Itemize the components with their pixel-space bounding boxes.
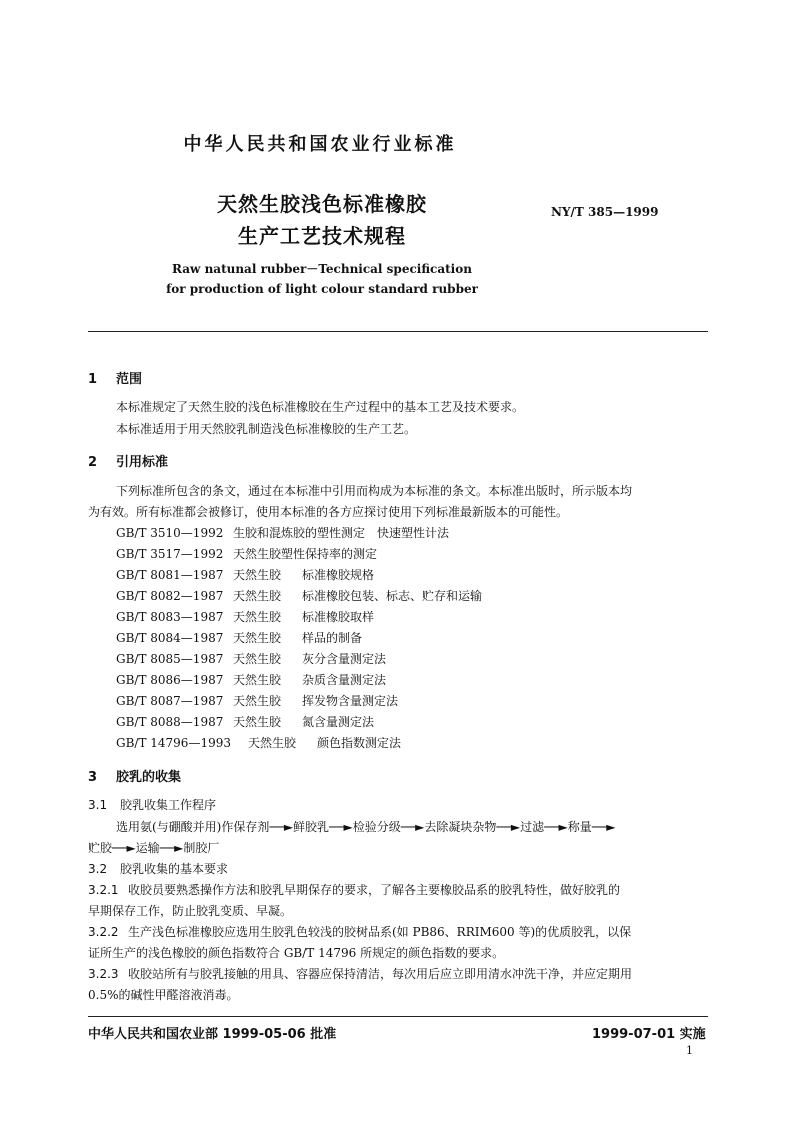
reference-title: 天然生胶 [233,589,282,603]
reference-code: GB/T 3517—1992 [116,547,224,561]
clause-3-2-1-line-2: 早期保存工作，防止胶乳变质、早凝。 [88,904,293,918]
reference-title: 天然生胶塑性保持率的测定 [233,547,378,561]
reference-item [116,587,482,604]
reference-item [116,545,377,562]
reference-item [116,713,374,730]
footer-divider [88,1016,708,1017]
reference-subtitle: 标准橡胶规格 [302,568,375,582]
reference-code: GB/T 8082—1987 [116,589,224,603]
reference-title: 天然生胶 [233,652,282,666]
clause-text: 收胶员要熟悉操作方法和胶乳早期保存的要求，了解各主要橡胶品系的胶乳特性，做好胶乳的 [128,883,621,897]
section-2-intro-line-2: 为有效。所有标准都会被修订，使用本标准的各方应探讨使用下列标准最新版本的可能性。 [88,505,569,519]
process-flow-line-2: 贮胶──►运输──►制胶厂 [88,841,220,855]
reference-subtitle: 挥发物含量测定法 [302,694,399,708]
approval-line: 中华人民共和国农业部 1999-05-06 批准 [88,1027,337,1042]
clause-text: 收胶站所有与胶乳接触的用具、容器应保持清洁，每次用后应立即用清水冲洗干净，并应定期用 [128,967,633,981]
section-1-paragraph-1: 本标准规定了天然生胶的浅色标准橡胶在生产过程中的基本工艺及技术要求。 [116,400,525,414]
reference-code: GB/T 8088—1987 [116,715,224,729]
document-title-line2: 生产工艺技术规程 [238,224,406,248]
reference-code: GB/T 8086—1987 [116,673,224,687]
subsection-3-1-heading [88,796,216,813]
subsection-title: 胶乳收集的基本要求 [120,862,229,876]
reference-subtitle: 灰分含量测定法 [302,652,387,666]
subsection-number: 3.1 [88,798,108,812]
section-title: 引用标准 [116,455,169,470]
reference-title: 生胶和混炼胶的塑性测定 [233,526,366,540]
reference-title: 天然生胶 [233,568,282,582]
reference-code: GB/T 8085—1987 [116,652,224,666]
reference-title: 天然生胶 [233,673,282,687]
reference-title: 天然生胶 [233,610,282,624]
reference-item [116,608,374,625]
reference-item [116,734,401,751]
subsection-3-2-heading [88,860,228,877]
reference-code: GB/T 8081—1987 [116,568,224,582]
reference-item [116,629,362,646]
reference-code: GB/T 3510—1992 [116,526,224,540]
section-1-paragraph-2: 本标准适用于用天然胶乳制造浅色标准橡胶的生产工艺。 [116,422,417,436]
subsection-number: 3.2 [88,862,108,876]
reference-title: 天然生胶 [233,694,282,708]
reference-code: GB/T 8087—1987 [116,694,224,708]
reference-title: 天然生胶 [233,715,282,729]
reference-title: 天然生胶 [233,631,282,645]
effective-date: 1999-07-01 实施 [592,1027,706,1042]
reference-subtitle: 氮含量测定法 [302,715,375,729]
clause-number: 3.2.1 [88,883,119,897]
reference-code: GB/T 8084—1987 [116,631,224,645]
reference-subtitle: 杂质含量测定法 [302,673,387,687]
standard-code: NY/T 385—1999 [551,205,659,219]
section-title: 胶乳的收集 [116,770,182,785]
section-number: 3 [88,770,98,785]
section-title: 范围 [116,372,143,387]
reference-subtitle: 快速塑性计法 [377,526,450,540]
document-title-line1: 天然生胶浅色标准橡胶 [217,192,427,216]
reference-item [116,692,398,709]
section-3-heading [88,766,181,785]
section-1-heading [88,368,142,387]
reference-item [116,566,374,583]
clause-3-2-2-line-1 [88,923,631,940]
reference-item [116,671,386,688]
reference-code: GB/T 14796—1993 [116,736,231,750]
reference-subtitle: 标准橡胶取样 [302,610,375,624]
header-divider [88,331,708,332]
process-flow-line-1: 选用氨(与硼酸并用)作保存剂──►鲜胶乳──►检验分级──►去除凝块杂物──►过滤──►称量──► [116,820,616,834]
clause-number: 3.2.2 [88,925,119,939]
section-number: 1 [88,372,98,387]
clause-3-2-3-line-1 [88,965,632,982]
section-2-intro-line-1: 下列标准所包含的条文，通过在本标准中引用而构成为本标准的条文。本标准出版时，所示版本均 [116,484,633,498]
english-title-line1: Raw natunal rubber－Technical specification [172,262,472,276]
english-title-line2: for production of light colour standard rubber [166,282,478,296]
clause-3-2-3-line-2: 0.5%的碱性甲醛溶液消毒。 [88,988,239,1002]
clause-3-2-1-line-1 [88,881,620,898]
reference-item [116,650,386,667]
reference-subtitle: 颜色指数测定法 [317,736,402,750]
reference-title: 天然生胶 [248,736,297,750]
reference-subtitle: 标准橡胶包装、标志、贮存和运输 [302,589,483,603]
reference-code: GB/T 8083—1987 [116,610,224,624]
page-number: 1 [686,1044,693,1057]
clause-text: 生产浅色标准橡胶应选用生胶乳色较浅的胶树品系(如 PB86、RRIM600 等)的优质胶乳，以保 [128,925,632,939]
section-number: 2 [88,455,98,470]
clause-number: 3.2.3 [88,967,119,981]
clause-3-2-2-line-2: 证所生产的浅色橡胶的颜色指数符合 GB/T 14796 所规定的颜色指数的要求。 [88,946,505,960]
subsection-title: 胶乳收集工作程序 [120,798,217,812]
section-2-heading [88,451,168,470]
reference-item [116,524,449,541]
issuing-body-title: 中华人民共和国农业行业标准 [183,134,457,155]
reference-subtitle: 样品的制备 [302,631,363,645]
